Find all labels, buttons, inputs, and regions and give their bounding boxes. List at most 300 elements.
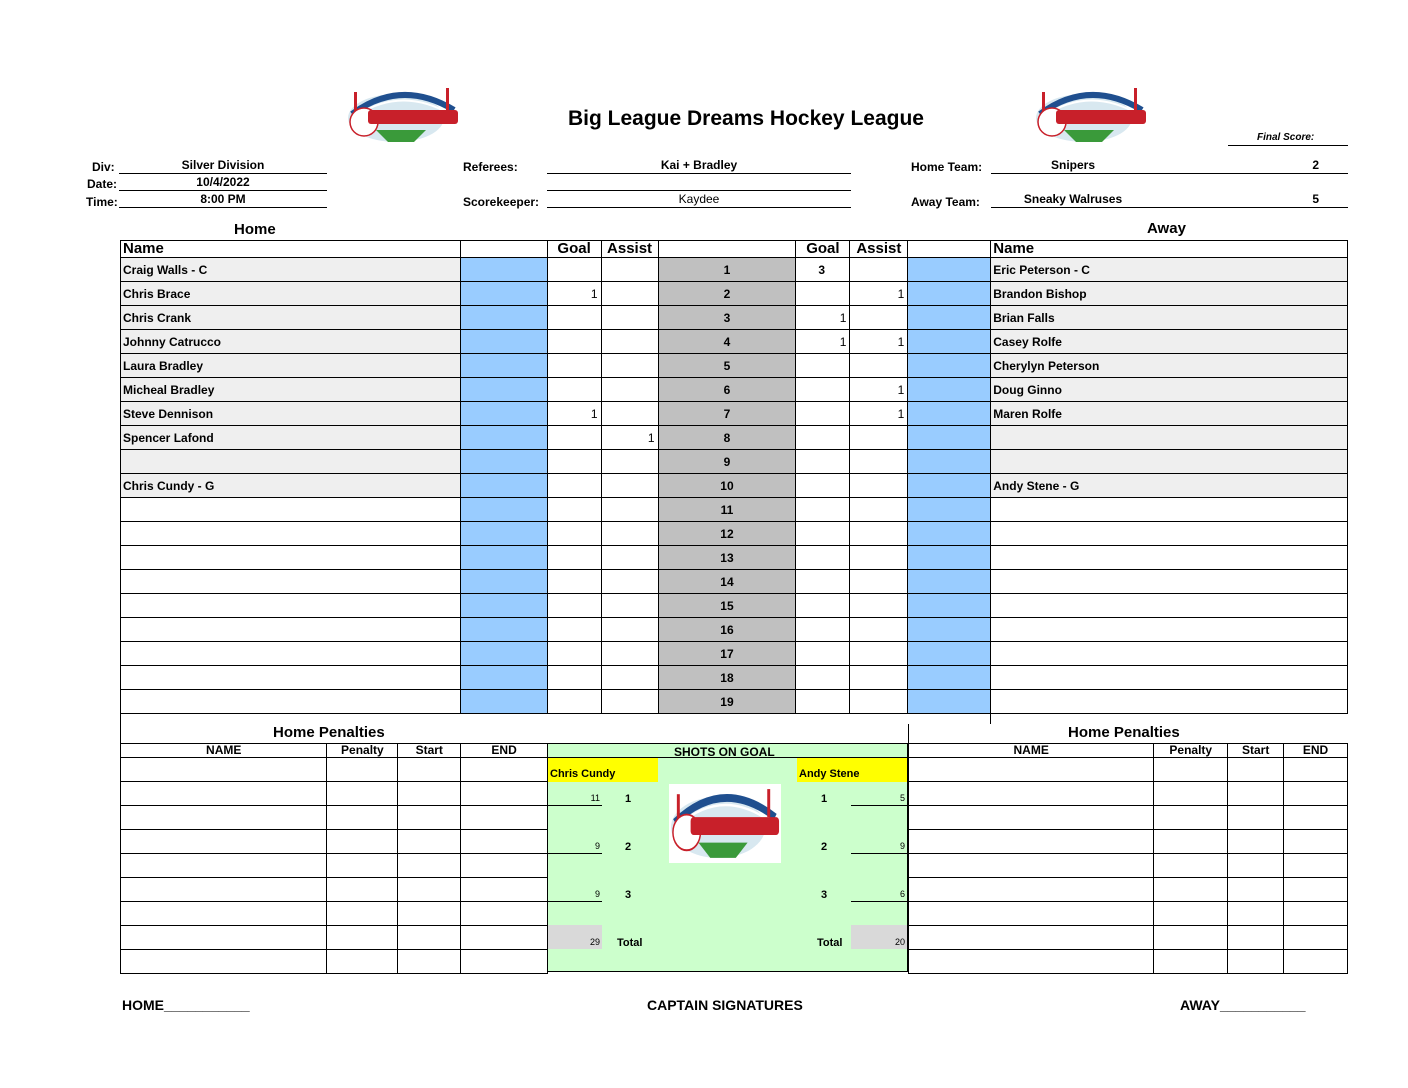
home-team-field[interactable]: Snipers	[991, 157, 1155, 174]
home-period-label: 2	[625, 841, 632, 853]
away-player-name[interactable]: Brandon Bishop	[991, 282, 1348, 306]
home-assist-cell[interactable]	[601, 546, 658, 570]
away-assist-cell[interactable]	[850, 666, 908, 690]
away-number-cell[interactable]	[908, 570, 991, 594]
away-goal-cell[interactable]	[796, 402, 850, 426]
row-number: 17	[658, 642, 796, 666]
away-player-name[interactable]	[991, 498, 1348, 522]
home-shots-total: 29	[548, 925, 602, 949]
home-number-cell[interactable]	[460, 594, 547, 618]
away-goal-cell[interactable]	[796, 498, 850, 522]
roster-row	[121, 498, 1348, 522]
away-number-cell[interactable]	[908, 594, 991, 618]
away-goal-cell[interactable]	[796, 450, 850, 474]
home-assist-cell[interactable]	[601, 570, 658, 594]
home-goal-cell[interactable]	[547, 498, 601, 522]
home-goal-cell[interactable]: 1	[547, 282, 601, 306]
roster-row	[121, 378, 1348, 402]
home-penalty-end-cell[interactable]	[461, 902, 548, 926]
away-team-field[interactable]: Sneaky Walruses	[991, 191, 1155, 208]
home-player-name[interactable]: Steve Dennison	[121, 402, 461, 426]
away-number-cell[interactable]	[908, 378, 991, 402]
home-shots-value[interactable]: 9	[548, 889, 602, 902]
away-penalty-start-cell[interactable]	[1228, 878, 1284, 902]
home-penalty-row	[121, 878, 548, 902]
home-pen-end-header: END	[461, 744, 548, 758]
away-goal-cell[interactable]	[796, 594, 850, 618]
roster-body	[121, 258, 1348, 714]
away-signature[interactable]: AWAY___________	[1180, 997, 1306, 1013]
away-assist-header: Assist	[850, 241, 908, 258]
away-assist-cell[interactable]: 1	[850, 330, 908, 354]
home-penalty-start-cell[interactable]	[398, 806, 461, 830]
away-number-cell[interactable]	[908, 330, 991, 354]
row-number: 19	[658, 690, 796, 714]
row-number: 15	[658, 594, 796, 618]
roster-row	[121, 666, 1348, 690]
away-goal-cell[interactable]	[796, 474, 850, 498]
home-penalty-row	[121, 902, 548, 926]
home-goal-cell[interactable]	[547, 522, 601, 546]
away-assist-cell[interactable]	[850, 450, 908, 474]
home-goal-cell[interactable]: 1	[547, 402, 601, 426]
home-number-cell[interactable]	[460, 642, 547, 666]
away-player-name[interactable]: Doug Ginno	[991, 378, 1348, 402]
home-player-name[interactable]: Micheal Bradley	[121, 378, 461, 402]
away-assist-cell[interactable]	[850, 354, 908, 378]
home-player-name[interactable]: Johnny Catrucco	[121, 330, 461, 354]
home-penalty-name-cell[interactable]	[121, 806, 327, 830]
away-player-name[interactable]: Andy Stene - G	[991, 474, 1348, 498]
away-penalty-row	[909, 926, 1348, 950]
away-goal-cell[interactable]	[796, 618, 850, 642]
away-goal-cell[interactable]	[796, 378, 850, 402]
away-player-name[interactable]	[991, 594, 1348, 618]
home-goal-cell[interactable]	[547, 690, 601, 714]
home-penalty-row	[121, 806, 548, 830]
away-assist-cell[interactable]	[850, 258, 908, 282]
roster-row	[121, 522, 1348, 546]
home-penalty-penalty-cell[interactable]	[327, 950, 398, 974]
home-goal-cell[interactable]	[547, 258, 601, 282]
away-assist-cell[interactable]	[850, 546, 908, 570]
home-number-cell[interactable]	[460, 258, 547, 282]
home-penalty-row	[121, 950, 548, 974]
away-penalty-name-cell[interactable]	[909, 950, 1154, 974]
home-number-cell[interactable]	[460, 354, 547, 378]
home-goal-cell[interactable]	[547, 666, 601, 690]
home-goal-cell[interactable]	[547, 594, 601, 618]
away-goal-cell[interactable]	[796, 546, 850, 570]
home-penalty-penalty-cell[interactable]	[327, 758, 398, 782]
away-number-cell[interactable]	[908, 450, 991, 474]
away-assist-cell[interactable]	[850, 306, 908, 330]
away-player-name[interactable]: Brian Falls	[991, 306, 1348, 330]
away-number-cell[interactable]	[908, 642, 991, 666]
away-penalty-name-cell[interactable]	[909, 854, 1154, 878]
away-penalty-penalty-cell[interactable]	[1154, 854, 1228, 878]
away-number-cell[interactable]	[908, 258, 991, 282]
away-player-name[interactable]: Casey Rolfe	[991, 330, 1348, 354]
home-period-label: 3	[625, 889, 632, 901]
roster-row	[121, 258, 1348, 282]
away-shots-value[interactable]: 5	[851, 793, 907, 806]
home-assist-cell[interactable]	[601, 378, 658, 402]
away-number-cell[interactable]	[908, 282, 991, 306]
home-assist-cell[interactable]	[601, 618, 658, 642]
away-shots-total: 20	[851, 925, 907, 949]
home-assist-cell[interactable]	[601, 666, 658, 690]
home-player-name[interactable]: Spencer Lafond	[121, 426, 461, 450]
home-penalty-name-cell[interactable]	[121, 926, 327, 950]
away-goal-cell[interactable]: 3	[796, 258, 850, 282]
away-penalty-end-cell[interactable]	[1284, 830, 1348, 854]
home-goal-cell[interactable]	[547, 642, 601, 666]
away-goal-cell[interactable]	[796, 666, 850, 690]
away-assist-cell[interactable]	[850, 522, 908, 546]
away-penalty-penalty-cell[interactable]	[1154, 758, 1228, 782]
home-goal-cell[interactable]	[547, 378, 601, 402]
home-player-name[interactable]	[121, 570, 461, 594]
away-number-cell[interactable]	[908, 546, 991, 570]
home-player-name[interactable]: Chris Brace	[121, 282, 461, 306]
away-assist-cell[interactable]	[850, 474, 908, 498]
home-penalty-penalty-cell[interactable]	[327, 830, 398, 854]
home-player-name[interactable]: Craig Walls - C	[121, 258, 461, 282]
date-field[interactable]: 10/4/2022	[119, 174, 327, 191]
away-pen-name-header: NAME	[909, 744, 1154, 758]
scorekeeper-label: Scorekeeper:	[463, 195, 540, 209]
away-number-cell[interactable]	[908, 690, 991, 714]
home-assist-cell[interactable]	[601, 474, 658, 498]
home-assist-cell[interactable]	[601, 330, 658, 354]
home-assist-cell[interactable]	[601, 642, 658, 666]
away-player-name[interactable]	[991, 546, 1348, 570]
home-assist-cell[interactable]	[601, 498, 658, 522]
away-player-name[interactable]: Cherylyn Peterson	[991, 354, 1348, 378]
away-penalty-start-cell[interactable]	[1228, 950, 1284, 974]
home-team-label: Home Team:	[911, 160, 983, 174]
home-penalty-start-cell[interactable]	[398, 950, 461, 974]
home-penalties-table	[120, 743, 548, 974]
away-goal-cell[interactable]	[796, 354, 850, 378]
away-score-field[interactable]	[1155, 191, 1348, 208]
home-penalty-end-cell[interactable]	[461, 854, 548, 878]
away-penalty-penalty-cell[interactable]	[1154, 926, 1228, 950]
home-number-cell[interactable]	[460, 522, 547, 546]
away-penalty-end-cell[interactable]	[1284, 878, 1348, 902]
home-number-cell[interactable]	[460, 306, 547, 330]
away-score: 5	[1312, 192, 1319, 206]
home-player-name[interactable]	[121, 642, 461, 666]
home-number-cell[interactable]	[460, 378, 547, 402]
away-number-cell[interactable]	[908, 402, 991, 426]
home-goal-cell[interactable]	[547, 618, 601, 642]
home-goal-cell[interactable]	[547, 450, 601, 474]
referees-label: Referees:	[463, 160, 518, 174]
home-penalty-penalty-cell[interactable]	[327, 902, 398, 926]
away-assist-cell[interactable]	[850, 690, 908, 714]
home-goal-cell[interactable]	[547, 426, 601, 450]
home-penalty-penalty-cell[interactable]	[327, 878, 398, 902]
home-penalty-penalty-cell[interactable]	[327, 854, 398, 878]
home-penalty-name-cell[interactable]	[121, 854, 327, 878]
away-penalty-name-cell[interactable]	[909, 926, 1154, 950]
away-penalty-penalty-cell[interactable]	[1154, 950, 1228, 974]
away-penalty-start-cell[interactable]	[1228, 806, 1284, 830]
away-goal-cell[interactable]	[796, 642, 850, 666]
away-player-name[interactable]	[991, 522, 1348, 546]
home-player-name[interactable]: Laura Bradley	[121, 354, 461, 378]
home-penalty-start-cell[interactable]	[398, 758, 461, 782]
home-goal-cell[interactable]	[547, 330, 601, 354]
away-penalties-title: Home Penalties	[1068, 724, 1180, 741]
row-number: 2	[658, 282, 796, 306]
home-number-cell[interactable]	[460, 618, 547, 642]
away-penalty-start-cell[interactable]	[1228, 782, 1284, 806]
row-number: 9	[658, 450, 796, 474]
away-penalty-name-cell[interactable]	[909, 782, 1154, 806]
home-assist-header: Assist	[601, 241, 658, 258]
home-player-name[interactable]	[121, 690, 461, 714]
roster-row	[121, 690, 1348, 714]
away-player-name[interactable]: Maren Rolfe	[991, 402, 1348, 426]
home-assist-cell[interactable]	[601, 354, 658, 378]
home-number-cell[interactable]	[460, 690, 547, 714]
away-goal-cell[interactable]	[796, 522, 850, 546]
home-penalty-row	[121, 782, 548, 806]
away-penalty-end-cell[interactable]	[1284, 902, 1348, 926]
away-penalty-start-cell[interactable]	[1228, 830, 1284, 854]
home-assist-cell[interactable]	[601, 402, 658, 426]
away-penalties-table	[908, 743, 1348, 974]
home-penalty-end-cell[interactable]	[461, 830, 548, 854]
home-player-name[interactable]: Chris Crank	[121, 306, 461, 330]
roster-row	[121, 618, 1348, 642]
home-penalty-start-cell[interactable]	[398, 782, 461, 806]
away-penalty-name-cell[interactable]	[909, 758, 1154, 782]
away-player-name[interactable]	[991, 426, 1348, 450]
away-number-cell[interactable]	[908, 522, 991, 546]
home-number-cell[interactable]	[460, 282, 547, 306]
home-penalty-start-cell[interactable]	[398, 902, 461, 926]
home-player-name[interactable]	[121, 666, 461, 690]
home-number-cell[interactable]	[460, 570, 547, 594]
home-player-name[interactable]	[121, 594, 461, 618]
home-number-cell[interactable]	[460, 474, 547, 498]
away-penalty-row	[909, 806, 1348, 830]
referees-field[interactable]: Kai + Bradley	[547, 157, 851, 174]
home-penalty-name-cell[interactable]	[121, 878, 327, 902]
home-player-name[interactable]: Chris Cundy - G	[121, 474, 461, 498]
away-goal-cell[interactable]	[796, 426, 850, 450]
home-assist-cell[interactable]	[601, 450, 658, 474]
home-shots-value[interactable]: 11	[548, 793, 602, 806]
div-field[interactable]: Silver Division	[119, 157, 327, 174]
time-label: Time:	[86, 195, 118, 209]
away-penalty-start-cell[interactable]	[1228, 926, 1284, 950]
row-number: 7	[658, 402, 796, 426]
roster-row	[121, 642, 1348, 666]
home-player-name[interactable]	[121, 618, 461, 642]
away-penalty-name-cell[interactable]	[909, 902, 1154, 926]
home-number-cell[interactable]	[460, 402, 547, 426]
home-penalty-end-cell[interactable]	[461, 926, 548, 950]
home-signature[interactable]: HOME___________	[122, 997, 250, 1013]
home-penalty-start-cell[interactable]	[398, 854, 461, 878]
home-assist-cell[interactable]	[601, 522, 658, 546]
away-assist-cell[interactable]	[850, 618, 908, 642]
home-penalty-end-cell[interactable]	[461, 806, 548, 830]
home-total-label: Total	[617, 937, 643, 949]
away-penalty-penalty-cell[interactable]	[1154, 782, 1228, 806]
away-penalty-start-cell[interactable]	[1228, 854, 1284, 878]
home-player-name[interactable]	[121, 450, 461, 474]
home-player-name[interactable]	[121, 522, 461, 546]
away-penalty-start-cell[interactable]	[1228, 902, 1284, 926]
away-penalty-name-cell[interactable]	[909, 830, 1154, 854]
home-blank-header	[460, 241, 547, 258]
away-penalty-end-cell[interactable]	[1284, 782, 1348, 806]
away-shots-value[interactable]: 9	[851, 841, 907, 854]
away-goal-cell[interactable]	[796, 570, 850, 594]
home-number-cell[interactable]	[460, 426, 547, 450]
referees-field-2[interactable]	[547, 174, 851, 191]
row-number: 11	[658, 498, 796, 522]
roster-row	[121, 426, 1348, 450]
home-goal-cell[interactable]	[547, 306, 601, 330]
away-assist-cell[interactable]	[850, 594, 908, 618]
away-player-name[interactable]	[991, 450, 1348, 474]
away-number-cell[interactable]	[908, 354, 991, 378]
away-penalty-end-cell[interactable]	[1284, 758, 1348, 782]
home-penalty-row	[121, 854, 548, 878]
away-assist-cell[interactable]	[850, 570, 908, 594]
home-number-cell[interactable]	[460, 666, 547, 690]
row-number: 5	[658, 354, 796, 378]
home-assist-cell[interactable]	[601, 690, 658, 714]
away-penalty-penalty-cell[interactable]	[1154, 806, 1228, 830]
home-assist-cell[interactable]	[601, 306, 658, 330]
away-penalty-end-cell[interactable]	[1284, 806, 1348, 830]
home-player-name[interactable]	[121, 546, 461, 570]
away-player-name[interactable]	[991, 666, 1348, 690]
away-player-name[interactable]	[991, 690, 1348, 714]
away-player-name[interactable]	[991, 570, 1348, 594]
home-number-cell[interactable]	[460, 450, 547, 474]
away-number-cell[interactable]	[908, 498, 991, 522]
away-assist-cell[interactable]	[850, 498, 908, 522]
home-assist-cell[interactable]	[601, 282, 658, 306]
home-shots-value[interactable]: 9	[548, 841, 602, 854]
away-assist-cell[interactable]: 1	[850, 378, 908, 402]
away-number-cell[interactable]	[908, 666, 991, 690]
home-penalty-end-cell[interactable]	[461, 950, 548, 974]
away-assist-cell[interactable]: 1	[850, 282, 908, 306]
roster-row	[121, 402, 1348, 426]
home-goal-cell[interactable]	[547, 354, 601, 378]
home-assist-cell[interactable]	[601, 594, 658, 618]
home-penalty-start-cell[interactable]	[398, 926, 461, 950]
away-assist-cell[interactable]: 1	[850, 402, 908, 426]
home-penalty-start-cell[interactable]	[398, 878, 461, 902]
away-player-name[interactable]	[991, 618, 1348, 642]
time-field[interactable]: 8:00 PM	[119, 191, 327, 208]
away-total-label: Total	[817, 937, 843, 949]
away-penalty-penalty-cell[interactable]	[1154, 902, 1228, 926]
away-penalty-penalty-cell[interactable]	[1154, 878, 1228, 902]
home-player-name[interactable]	[121, 498, 461, 522]
away-player-name[interactable]: Eric Peterson - C	[991, 258, 1348, 282]
home-score-field[interactable]	[1155, 157, 1348, 174]
away-goal-cell[interactable]: 1	[796, 306, 850, 330]
home-number-cell[interactable]	[460, 498, 547, 522]
league-logo-left	[346, 84, 460, 146]
home-penalty-penalty-cell[interactable]	[327, 782, 398, 806]
away-goal-cell[interactable]: 1	[796, 330, 850, 354]
home-penalty-start-cell[interactable]	[398, 830, 461, 854]
away-number-cell[interactable]	[908, 474, 991, 498]
home-penalty-penalty-cell[interactable]	[327, 926, 398, 950]
away-number-cell[interactable]	[908, 426, 991, 450]
away-penalty-end-cell[interactable]	[1284, 854, 1348, 878]
scorekeeper-field[interactable]: Kaydee	[547, 191, 851, 208]
home-goal-header: Goal	[547, 241, 601, 258]
home-penalty-name-cell[interactable]	[121, 830, 327, 854]
away-penalty-end-cell[interactable]	[1284, 926, 1348, 950]
away-number-cell[interactable]	[908, 618, 991, 642]
away-penalty-name-cell[interactable]	[909, 878, 1154, 902]
row-number: 14	[658, 570, 796, 594]
away-penalty-row	[909, 758, 1348, 782]
home-penalty-end-cell[interactable]	[461, 878, 548, 902]
div-label: Div:	[92, 160, 115, 174]
away-player-name[interactable]	[991, 642, 1348, 666]
home-penalty-name-cell[interactable]	[121, 758, 327, 782]
home-penalty-end-cell[interactable]	[461, 782, 548, 806]
home-penalty-penalty-cell[interactable]	[327, 806, 398, 830]
home-penalty-name-cell[interactable]	[121, 950, 327, 974]
home-number-cell[interactable]	[460, 330, 547, 354]
away-penalty-row	[909, 854, 1348, 878]
home-number-cell[interactable]	[460, 546, 547, 570]
away-penalty-start-cell[interactable]	[1228, 758, 1284, 782]
away-goal-cell[interactable]	[796, 282, 850, 306]
home-goal-cell[interactable]	[547, 546, 601, 570]
final-score-label: Final Score:	[1257, 132, 1315, 143]
roster-row	[121, 546, 1348, 570]
away-assist-cell[interactable]	[850, 426, 908, 450]
page-title: Big League Dreams Hockey League	[568, 107, 924, 130]
away-number-cell[interactable]	[908, 306, 991, 330]
home-assist-cell[interactable]	[601, 258, 658, 282]
home-penalty-end-cell[interactable]	[461, 758, 548, 782]
away-shots-value[interactable]: 6	[851, 889, 907, 902]
home-penalty-name-cell[interactable]	[121, 902, 327, 926]
home-assist-cell[interactable]: 1	[601, 426, 658, 450]
away-penalty-penalty-cell[interactable]	[1154, 830, 1228, 854]
row-number: 16	[658, 618, 796, 642]
away-penalty-name-cell[interactable]	[909, 806, 1154, 830]
away-assist-cell[interactable]	[850, 642, 908, 666]
away-penalty-end-cell[interactable]	[1284, 950, 1348, 974]
home-goal-cell[interactable]	[547, 570, 601, 594]
away-goal-cell[interactable]	[796, 690, 850, 714]
home-penalty-row	[121, 926, 548, 950]
home-penalty-name-cell[interactable]	[121, 782, 327, 806]
row-number: 13	[658, 546, 796, 570]
home-goal-cell[interactable]	[547, 474, 601, 498]
